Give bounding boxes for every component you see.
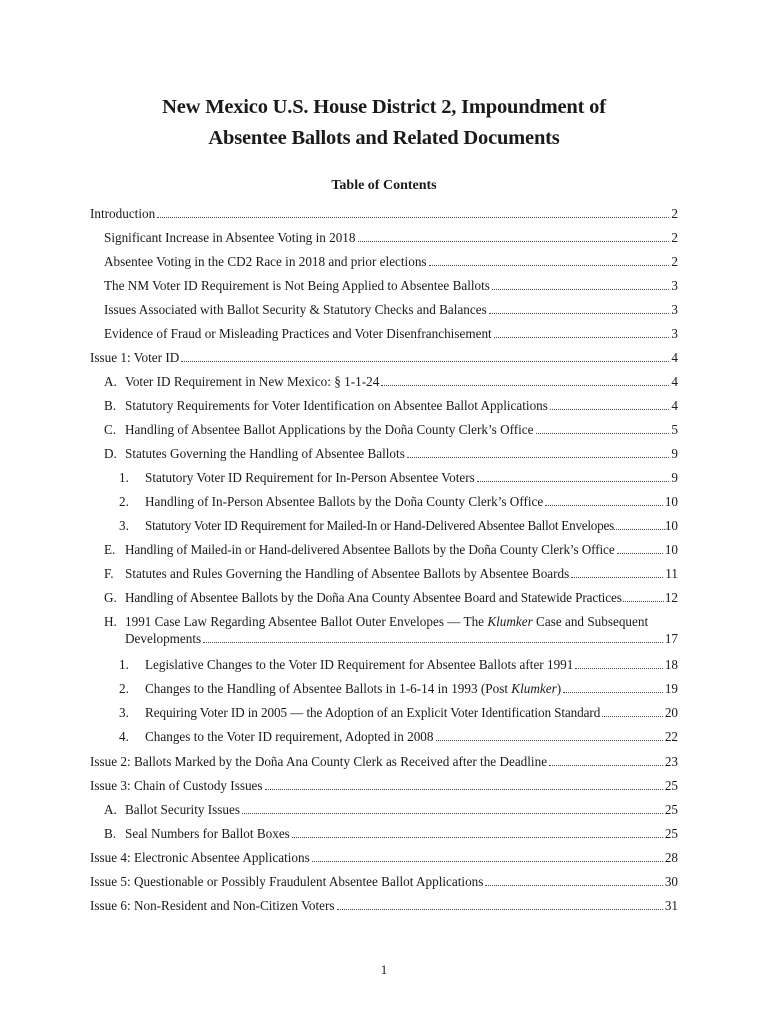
toc-entry-1b[interactable] — [104, 397, 678, 414]
toc-entry-page: 4 — [671, 398, 678, 413]
toc-entry-issue-5[interactable] — [90, 873, 678, 890]
dot-leader — [623, 600, 664, 602]
toc-entry-page: 2 — [671, 230, 678, 245]
toc-entry-issue-2[interactable] — [90, 753, 678, 770]
toc-entry-page: 9 — [671, 446, 678, 461]
toc-entry-marker: 1. — [119, 657, 129, 672]
toc-entry-text: Handling of Absentee Ballots by the Doña Ana County Absentee Board and Statewide Practices — [125, 590, 622, 605]
toc-entry-ballot-security[interactable] — [104, 301, 678, 318]
toc-entry-marker: E. — [104, 542, 116, 557]
toc-entry-page: 9 — [671, 470, 678, 485]
dot-leader — [181, 360, 669, 362]
toc-entry-1e[interactable] — [104, 541, 678, 558]
toc-entry-marker: 4. — [119, 729, 129, 744]
toc-entry-marker: H. — [104, 614, 117, 629]
toc-entry-text-part: 1991 Case Law Regarding Absentee Ballot Outer Envelopes — The — [125, 614, 488, 629]
dot-leader — [492, 288, 669, 290]
toc-entry-text: Issue 4: Electronic Absentee Applications — [90, 850, 310, 865]
toc-entry-text: Seal Numbers for Ballot Boxes — [125, 826, 290, 841]
toc-entry-page: 10 — [664, 494, 678, 509]
toc-entry-text: Significant Increase in Absentee Voting in 2018 — [104, 230, 356, 245]
toc-entry-marker: 3. — [119, 518, 129, 533]
toc-entry-1d-1[interactable] — [119, 469, 678, 486]
toc-entry-1h-3[interactable] — [119, 704, 678, 721]
toc-entry-issue-4[interactable] — [90, 849, 678, 866]
toc-entry-3a[interactable] — [104, 801, 678, 818]
toc-entry-text-part: Changes to the Handling of Absentee Ballots in 1-6-14 in 1993 (Post — [145, 681, 512, 696]
toc-entry-page: 10 — [664, 542, 678, 557]
toc-entry-page: 17 — [664, 631, 678, 646]
toc-entry-page: 25 — [664, 778, 678, 793]
toc-entry-marker: F. — [104, 566, 114, 581]
toc-entry-page: 30 — [664, 874, 678, 889]
toc-entry-3b[interactable] — [104, 825, 678, 842]
toc-entry-issue-6[interactable] — [90, 897, 678, 914]
toc-entry-text: Issues Associated with Ballot Security & Statutory Checks and Balances — [104, 302, 487, 317]
toc-entry-marker: B. — [104, 826, 117, 841]
toc-entry-page: 25 — [664, 802, 678, 817]
toc-entry-introduction[interactable] — [90, 205, 678, 222]
dot-leader — [536, 432, 670, 434]
toc-entry-text: Changes to the Voter ID requirement, Adopted in 2008 — [145, 729, 434, 744]
toc-entry-marker: 2. — [119, 494, 129, 509]
case-name-klumker: Klumker — [511, 681, 557, 696]
toc-entry-text: Voter ID Requirement in New Mexico: § 1-1-24 — [125, 374, 380, 389]
toc-entry-1a[interactable] — [104, 373, 678, 390]
toc-entry-page: 3 — [671, 326, 678, 341]
toc-entry-marker: G. — [104, 590, 117, 605]
toc-entry-1d-3[interactable] — [119, 517, 678, 534]
dot-leader — [563, 691, 663, 693]
toc-entry-text: Issue 6: Non-Resident and Non-Citizen Voters — [90, 898, 335, 913]
toc-entry-text: Issue 3: Chain of Custody Issues — [90, 778, 263, 793]
toc-entry-page: 10 — [664, 518, 678, 533]
toc-entry-page: 23 — [664, 754, 678, 769]
toc-entry-text: Statutes and Rules Governing the Handling of Absentee Ballots by Absentee Boards — [125, 566, 570, 581]
toc-heading: Table of Contents — [331, 178, 437, 193]
toc-entry-issue-1[interactable] — [90, 349, 678, 366]
toc-entry-text: Handling of Absentee Ballot Applications by the Doña County Clerk’s Office — [125, 422, 534, 437]
toc-entry-text-continued: Developments — [125, 631, 202, 646]
toc-entry-text: Handling of Mailed-in or Hand-delivered Absentee Ballots by the Doña County Clerk’s Office — [125, 542, 615, 557]
dot-leader — [494, 336, 670, 338]
toc-entry-page: 11 — [665, 566, 678, 581]
toc-entry-evidence-of-fraud[interactable] — [104, 325, 678, 342]
dot-leader — [485, 884, 662, 886]
toc-entry-text: Issue 5: Questionable or Possibly Fraudulent Absentee Ballot Applications — [90, 874, 484, 889]
dot-leader — [545, 504, 663, 506]
toc-entry-marker: 3. — [119, 705, 129, 720]
toc-entry-1h-1[interactable] — [119, 656, 678, 673]
toc-entry-1d[interactable] — [104, 445, 678, 462]
dot-leader — [575, 667, 662, 669]
toc-entry-1c[interactable] — [104, 421, 678, 438]
dot-leader — [550, 408, 670, 410]
dot-leader — [265, 788, 663, 790]
toc-entry-1h-2[interactable] — [119, 680, 678, 697]
document-title — [0, 92, 768, 154]
toc-entry-1h[interactable] — [104, 613, 678, 647]
title-line-1: New Mexico U.S. House District 2, Impoundment of — [162, 96, 606, 118]
toc-entry-page: 19 — [664, 681, 678, 696]
toc-entry-text: Issue 2: Ballots Marked by the Doña Ana County Clerk as Received after the Deadline — [90, 754, 548, 769]
toc-entry-1f[interactable] — [104, 565, 678, 582]
toc-entry-page: 31 — [664, 898, 678, 913]
toc-entry-page: 4 — [671, 350, 678, 365]
dot-leader — [157, 216, 669, 218]
dot-leader — [292, 836, 663, 838]
dot-leader — [358, 240, 670, 242]
toc-entry-marker: B. — [104, 398, 117, 413]
toc-entry-text: Absentee Voting in the CD2 Race in 2018 and prior elections — [104, 254, 427, 269]
dot-leader — [571, 576, 663, 578]
toc-entry-text: Statutory Requirements for Voter Identification on Absentee Ballot Applications — [125, 398, 548, 413]
dot-leader — [489, 312, 670, 314]
dot-leader — [203, 641, 663, 643]
toc-entry-page: 28 — [664, 850, 678, 865]
dot-leader — [312, 860, 663, 862]
toc-entry-text: Issue 1: Voter ID — [90, 350, 180, 365]
toc-entry-text: The NM Voter ID Requirement is Not Being Applied to Absentee Ballots — [104, 278, 490, 293]
dot-leader — [614, 528, 665, 530]
toc-entry-marker: C. — [104, 422, 117, 437]
toc-entry-text: Introduction — [90, 206, 156, 221]
toc-entry-text: Evidence of Fraud or Misleading Practices and Voter Disenfranchisement — [104, 326, 492, 341]
dot-leader — [381, 384, 669, 386]
toc-entry-page: 3 — [671, 278, 678, 293]
toc-entry-page: 12 — [664, 590, 678, 605]
toc-entry-text: Requiring Voter ID in 2005 — the Adoption of an Explicit Voter Identification Standard — [145, 705, 601, 720]
title-line-2: Absentee Ballots and Related Documents — [208, 127, 560, 149]
toc-entry-text: Statutes Governing the Handling of Absentee Ballots — [125, 446, 405, 461]
toc-entry-page: 2 — [671, 206, 678, 221]
toc-entry-text: Statutory Voter ID Requirement for Mailed-In or Hand-Delivered Absentee Ballot Envelopes — [145, 518, 614, 533]
toc-entry-page: 25 — [664, 826, 678, 841]
toc-entry-1h-4[interactable] — [119, 728, 678, 745]
dot-leader — [429, 264, 670, 266]
toc-entry-page: 20 — [664, 705, 678, 720]
toc-entry-marker: A. — [104, 802, 117, 817]
toc-entry-text: Handling of In-Person Absentee Ballots by the Doña County Clerk’s Office — [145, 494, 544, 509]
toc-entry-significant-increase[interactable] — [104, 229, 678, 246]
toc-entry-page: 18 — [664, 657, 678, 672]
toc-entry-page: 3 — [671, 302, 678, 317]
dot-leader — [477, 480, 670, 482]
toc-entry-page: 2 — [671, 254, 678, 269]
page-number: 1 — [380, 962, 388, 977]
toc-entry-1d-2[interactable] — [119, 493, 678, 510]
toc-entry-issue-3[interactable] — [90, 777, 678, 794]
dot-leader — [549, 764, 663, 766]
dot-leader — [407, 456, 670, 458]
toc-entry-page: 22 — [664, 729, 678, 744]
dot-leader — [617, 552, 663, 554]
toc-entry-text: Ballot Security Issues — [125, 802, 241, 817]
toc-entry-text-part: ) — [556, 681, 562, 696]
toc-entry-text: Statutory Voter ID Requirement for In-Person Absentee Voters — [145, 470, 475, 485]
dot-leader — [242, 812, 663, 814]
toc-entry-marker: 1. — [119, 470, 129, 485]
toc-entry-voter-id-not-applied[interactable] — [104, 277, 678, 294]
case-name-klumker: Klumker — [487, 614, 533, 629]
toc-entry-marker: 2. — [119, 681, 129, 696]
toc-entry-page: 5 — [671, 422, 678, 437]
dot-leader — [602, 715, 663, 717]
toc-entry-cd2-race[interactable] — [104, 253, 678, 270]
toc-entry-marker: A. — [104, 374, 117, 389]
toc-entry-text: Legislative Changes to the Voter ID Requirement for Absentee Ballots after 1991 — [145, 657, 574, 672]
toc-entry-1g[interactable] — [104, 589, 678, 606]
dot-leader — [436, 739, 663, 741]
toc-entry-marker: D. — [104, 446, 117, 461]
toc-entry-text-part: Case and Subsequent — [532, 614, 649, 629]
dot-leader — [337, 908, 663, 910]
toc-entry-page: 4 — [671, 374, 678, 389]
